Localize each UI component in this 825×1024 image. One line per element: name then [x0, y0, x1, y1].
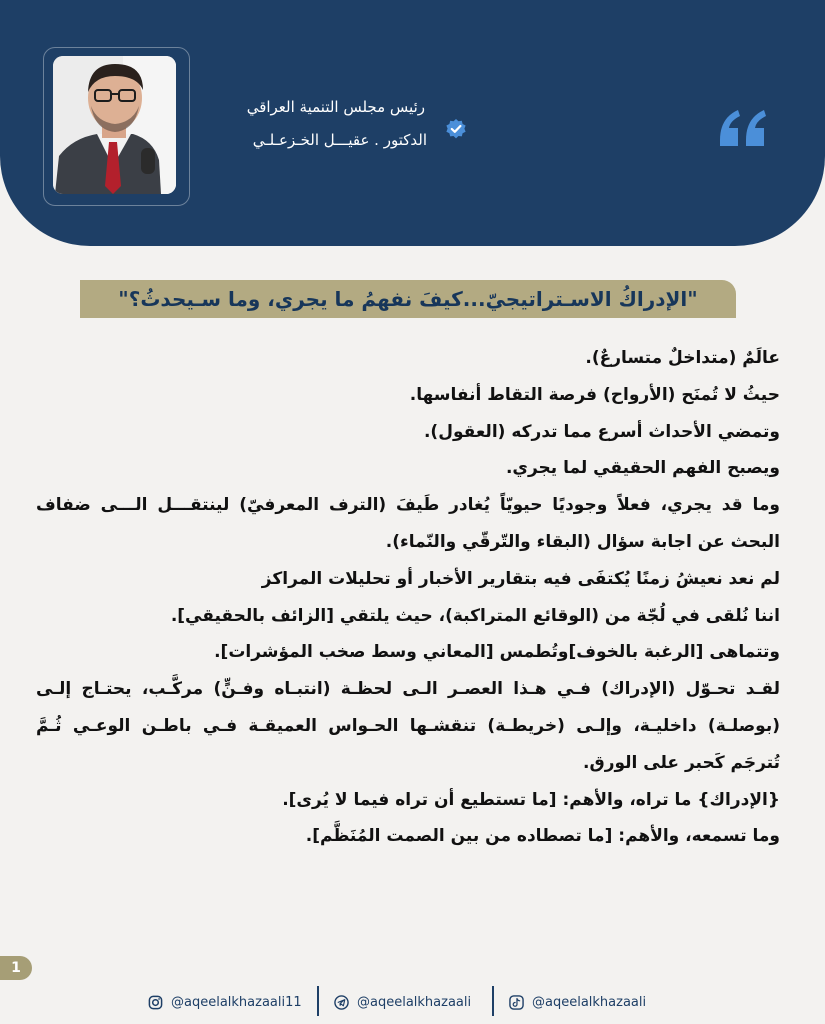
body-line: لقـد تحـوّل (الإدراك) فـي هـذا العصـر الـى لحظـة (انتبـاه وفـنٍّ) مركَّـب، يحتـاج إلـى — [36, 679, 780, 700]
header-banner — [0, 0, 825, 246]
verified-badge-icon — [445, 118, 467, 140]
instagram-link[interactable] — [148, 992, 302, 1012]
body-line: البحث عن اجابة سؤال (البقاء والتّرقّي والنّماء). — [385, 531, 780, 552]
author-portrait — [53, 56, 176, 194]
tiktok-link[interactable] — [509, 992, 646, 1012]
article-title: "الإدراكُ الاسـتراتيجيّ...كيفَ نفهمُ ما يجري، وما سـيحدثُ؟" — [118, 287, 698, 311]
body-line: وما قد يجري، فعلاً وجوديًا حيويّاً يُغادر طَيفَ (الترف المعرفيّ) لينتقـــل الـــى ضفاف — [36, 495, 780, 516]
footer-social-bar — [0, 980, 825, 1024]
body-line: وتمضي الأحداث أسرع مما تدركه (العقول). — [423, 421, 780, 442]
body-line: لم نعد نعيشُ زمنًا يُكتفَى فيه بتقارير الأخبار أو تحليلات المراكز — [261, 568, 780, 589]
body-line: (بوصلـة) داخليـة، وإلـى (خريطـة) تنقشـها الحـواس العميقـة فـي باطـن الوعـي ثُـمَّ — [36, 715, 780, 736]
body-line: عالَمٌ (متداخلٌ متسارعٌ). — [585, 348, 780, 368]
page-number: 1 — [0, 956, 32, 980]
instagram-icon — [148, 995, 163, 1010]
body-line: ويصبح الفهم الحقيقي لما يجري. — [505, 458, 780, 479]
body-line: وما تسمعه، والأهم: [ما تصطاده من بين الصمت المُنَظَّم]. — [305, 826, 780, 847]
body-line: تُترجَم كَحبر على الورق. — [583, 752, 780, 773]
tiktok-handle: @aqeelalkhazaali — [532, 994, 647, 1010]
footer-divider — [492, 986, 494, 1016]
quote-mark-icon — [716, 100, 772, 156]
author-title: رئيس مجلس التنمية العراقي — [246, 98, 425, 116]
body-line: {الإدراك} ما تراه، والأهم: [ما تستطيع أن تراه فيما لا يُرى]. — [282, 789, 780, 810]
telegram-link[interactable] — [334, 992, 471, 1012]
telegram-handle: @aqeelalkhazaali — [357, 994, 472, 1010]
body-line: اننا نُلقى في لُجّة من (الوقائع المتراكبة)، حيث يلتقي [الزائف بالحقيقي]. — [170, 605, 780, 626]
body-line: وتتماهى [الرغبة بالخوف]وتُطمس [المعاني وسط صخب المؤشرات]. — [214, 642, 780, 663]
telegram-icon — [334, 995, 349, 1010]
footer-divider — [317, 986, 319, 1016]
body-line: حيثُ لا تُمنَح (الأرواح) فرصة التقاط أنفاسها. — [409, 384, 780, 405]
article-body — [36, 340, 780, 855]
instagram-handle: @aqeelalkhazaali11 — [171, 994, 302, 1010]
tiktok-icon — [509, 995, 524, 1010]
author-name: الدكتور . عقيـــل الخـزعـلـي — [252, 131, 427, 149]
